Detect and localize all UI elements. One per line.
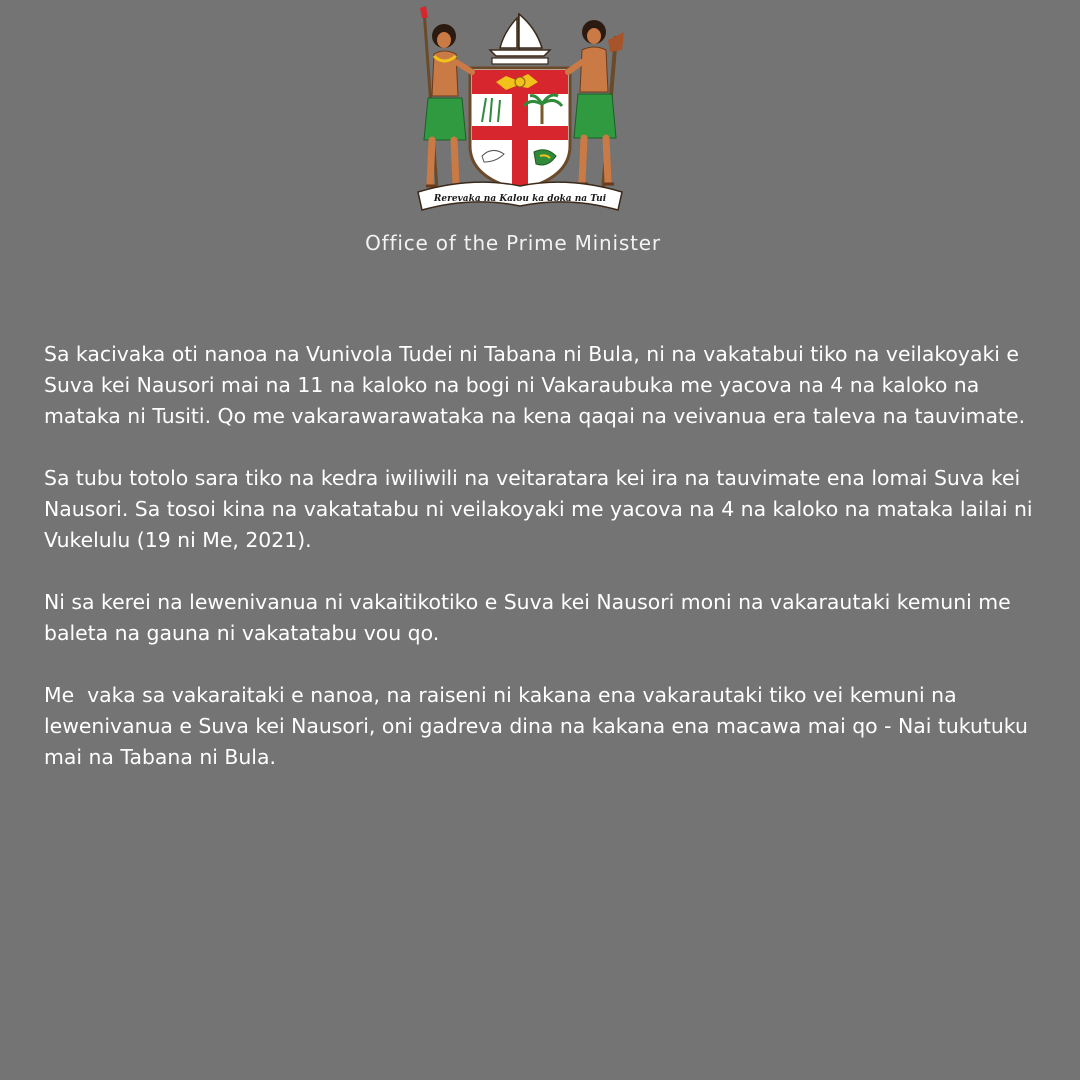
left-warrior-supporter-icon (420, 6, 472, 202)
motto-text: Rerevaka na Kalou ka doka na Tui (433, 194, 607, 204)
shield-icon (470, 68, 570, 190)
paragraph: Sa tubu totolo sara tiko na kedra iwiliwili na veitaratara kei ira na tauvimate ena lomai Suva kei Nausori. Sa tosoi kina na vakatatabu ni veilakoyaki me yacova na 4 na kaloko na mataka lailai ni Vukelulu (19 ni Me, 2021). (44, 466, 1040, 552)
announcement-body (44, 339, 1040, 804)
coat-of-arms-emblem (412, 6, 628, 218)
paragraph: Ni sa kerei na lewenivanua ni vakaitikotiko e Suva kei Nausori moni na vakarautaki kemuni me baleta na gauna ni vakatatabu vou qo. (44, 590, 1018, 645)
motto-scroll (418, 182, 622, 210)
canoe-crest-icon (490, 14, 550, 64)
paragraph: Me vaka sa vakaraitaki e nanoa, na raiseni ni kakana ena vakarautaki tiko vei kemuni na lewenivanua e Suva kei Nausori, oni gadreva dina na kakana ena macawa mai qo - Nai tukutuku mai na Tabana ni Bula. (44, 683, 1035, 769)
right-warrior-supporter-icon (568, 20, 624, 202)
paragraph: Sa kacivaka oti nanoa na Vunivola Tudei ni Tabana ni Bula, ni na vakatabui tiko na veilakoyaki e Suva kei Nausori mai na 11 na kaloko na bogi ni Vakaraubuka me yacova na 4 na kaloko na mataka ni Tusiti. Qo me vakarawarawataka na kena qaqai na veivanua era taleva na tauvimate. (44, 342, 1026, 428)
office-title: Office of the Prime Minister (365, 231, 661, 255)
